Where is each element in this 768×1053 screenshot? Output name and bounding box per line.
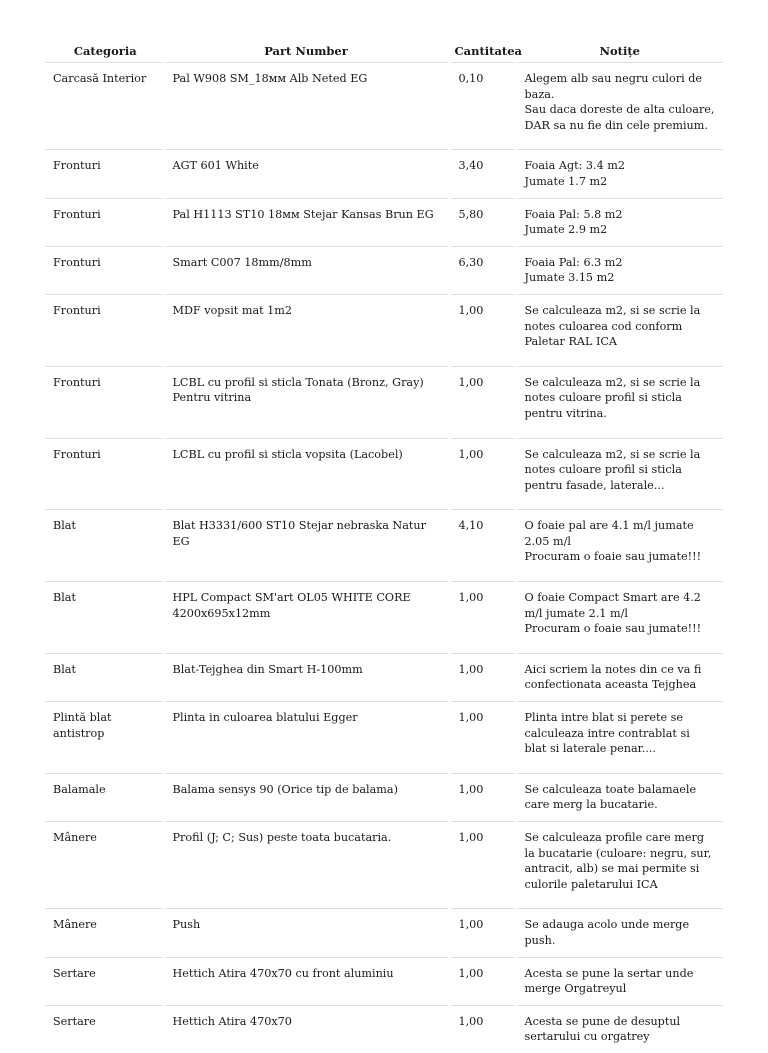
note-line: Se calculeaza m2, si se scrie la notes culoarea cod conform Paletar RAL ICA <box>524 303 701 349</box>
header-notite: Notițe <box>515 36 723 63</box>
table-row <box>45 198 723 246</box>
header-part-number: Part Number <box>163 36 449 63</box>
cell-quantity: 1,00 <box>449 653 515 701</box>
note-line: Sau daca doreste de alta culoare, DAR sa nu fie din cele premium. <box>524 103 715 132</box>
note-line: Se calculeaza toate balamaele care merg la bucatarie. <box>524 782 697 812</box>
note-line: Jumate 1.7 m2 <box>524 174 608 188</box>
cell-notes <box>515 582 723 654</box>
cell-part-number: MDF vopsit mat 1m2 <box>163 294 449 366</box>
note-line: Foaia Pal: 6.3 m2 <box>524 255 623 269</box>
cell-category: Fronturi <box>45 246 163 294</box>
cell-part-number: Plinta in culoarea blatului Egger <box>163 702 449 774</box>
cell-quantity: 1,00 <box>449 366 515 438</box>
cell-notes <box>515 653 723 701</box>
table-row <box>45 582 723 654</box>
table-row <box>45 909 723 957</box>
cell-quantity: 1,00 <box>449 957 515 1005</box>
cell-notes <box>515 773 723 821</box>
note-line: Alegem alb sau negru culori de baza. <box>524 72 703 101</box>
table-row <box>45 957 723 1005</box>
cell-part-number: HPL Compact SM'art OL05 WHITE CORE 4200x695x12mm <box>163 582 449 654</box>
table-row <box>45 773 723 821</box>
cell-quantity: 1,00 <box>449 773 515 821</box>
table-row <box>45 246 723 294</box>
cell-notes <box>515 510 723 582</box>
cell-quantity: 1,00 <box>449 294 515 366</box>
note-line: O foaie pal are 4.1 m/l jumate 2.05 m/l <box>524 519 694 548</box>
table-header <box>45 36 723 63</box>
cell-part-number: Hettich Atira 470x70 <box>163 1005 449 1053</box>
table-row <box>45 294 723 366</box>
cell-quantity: 0,10 <box>449 63 515 150</box>
table-row <box>45 150 723 198</box>
cell-notes <box>515 1005 723 1053</box>
cell-notes <box>515 702 723 774</box>
cell-category: Plintă blat antistrop <box>45 702 163 774</box>
note-line: Foaia Pal: 5.8 m2 <box>524 207 623 221</box>
note-line: Procuram o foaie sau jumate!!! <box>524 622 702 636</box>
table-row <box>45 822 723 909</box>
cell-part-number: Smart C007 18mm/8mm <box>163 246 449 294</box>
cell-notes <box>515 366 723 438</box>
cell-notes <box>515 198 723 246</box>
note-line: Jumate 2.9 m2 <box>524 223 608 237</box>
cell-category: Fronturi <box>45 198 163 246</box>
cell-quantity: 1,00 <box>449 438 515 510</box>
note-line: O foaie Compact Smart are 4.2 m/l jumate 2.1 m/l <box>524 591 701 620</box>
cell-notes <box>515 294 723 366</box>
cell-part-number: Profil (J; C; Sus) peste toata bucataria. <box>163 822 449 909</box>
header-row <box>45 36 723 63</box>
cell-category: Blat <box>45 582 163 654</box>
cell-notes <box>515 63 723 150</box>
note-line: Se calculeaza m2, si se scrie la notes culoare profil si sticla pentru vitrina. <box>524 375 701 420</box>
cell-notes <box>515 822 723 909</box>
table-row <box>45 510 723 582</box>
header-categoria: Categoria <box>45 36 163 63</box>
cell-category: Mânere <box>45 909 163 957</box>
cell-part-number: Balama sensys 90 (Orice tip de balama) <box>163 773 449 821</box>
cell-quantity: 1,00 <box>449 702 515 774</box>
note-line: Plinta intre blat si perete se calculeaza intre contrablat si blat si laterale penar.... <box>524 711 690 756</box>
table-row <box>45 653 723 701</box>
cell-notes <box>515 438 723 510</box>
note-line: Acesta se pune la sertar unde merge Orgatreyul <box>524 966 694 996</box>
cell-category: Mânere <box>45 822 163 909</box>
cell-quantity: 1,00 <box>449 909 515 957</box>
cell-category: Carcasă Interior <box>45 63 163 150</box>
cell-category: Fronturi <box>45 294 163 366</box>
table-row <box>45 702 723 774</box>
cell-part-number: Blat-Tejghea din Smart H-100mm <box>163 653 449 701</box>
header-cantitatea: Cantitatea <box>449 36 515 63</box>
cell-quantity: 6,30 <box>449 246 515 294</box>
cell-category: Fronturi <box>45 366 163 438</box>
cell-part-number: Pal H1113 ST10 18мм Stejar Kansas Brun EG <box>163 198 449 246</box>
table-row <box>45 1005 723 1053</box>
cell-notes <box>515 246 723 294</box>
cell-category: Blat <box>45 510 163 582</box>
cell-quantity: 5,80 <box>449 198 515 246</box>
cell-category: Sertare <box>45 1005 163 1053</box>
note-line: Acesta se pune de desuptul sertarului cu orgatrey <box>524 1014 681 1044</box>
table-row <box>45 366 723 438</box>
table-row <box>45 438 723 510</box>
cell-quantity: 1,00 <box>449 582 515 654</box>
cell-part-number: Hettich Atira 470x70 cu front aluminiu <box>163 957 449 1005</box>
cell-quantity: 3,40 <box>449 150 515 198</box>
cell-notes <box>515 957 723 1005</box>
cell-notes <box>515 909 723 957</box>
note-line: Procuram o foaie sau jumate!!! <box>524 550 702 564</box>
table-row <box>45 63 723 150</box>
note-line: Se calculeaza m2, si se scrie la notes culoare profil si sticla pentru fasade, laterale... <box>524 447 701 492</box>
cell-quantity: 1,00 <box>449 1005 515 1053</box>
parts-sheet <box>45 36 723 1053</box>
cell-notes <box>515 150 723 198</box>
cell-part-number: Pal W908 SM_18мм Alb Neted EG <box>163 63 449 150</box>
cell-part-number: AGT 601 White <box>163 150 449 198</box>
note-line: Foaia Agt: 3.4 m2 <box>524 159 625 173</box>
note-line: Se adauga acolo unde merge push. <box>524 918 690 947</box>
cell-part-number: LCBL cu profil si sticla Tonata (Bronz, Gray) Pentru vitrina <box>163 366 449 438</box>
cell-part-number: Push <box>163 909 449 957</box>
note-line: Jumate 3.15 m2 <box>524 271 615 285</box>
cell-category: Sertare <box>45 957 163 1005</box>
cell-category: Fronturi <box>45 438 163 510</box>
cell-quantity: 4,10 <box>449 510 515 582</box>
cell-category: Balamale <box>45 773 163 821</box>
cell-category: Fronturi <box>45 150 163 198</box>
parts-table <box>45 36 723 1053</box>
cell-quantity: 1,00 <box>449 822 515 909</box>
cell-part-number: LCBL cu profil si sticla vopsita (Lacobel) <box>163 438 449 510</box>
note-line: Aici scriem la notes din ce va fi confectionata aceasta Tejghea <box>524 662 702 692</box>
cell-category: Blat <box>45 653 163 701</box>
table-body <box>45 63 723 1053</box>
note-line: Se calculeaza profile care merg la bucatarie (culoare: negru, sur, antracit, alb) se mai permite si culorile paletarului ICA <box>524 831 712 891</box>
cell-part-number: Blat H3331/600 ST10 Stejar nebraska Natur EG <box>163 510 449 582</box>
